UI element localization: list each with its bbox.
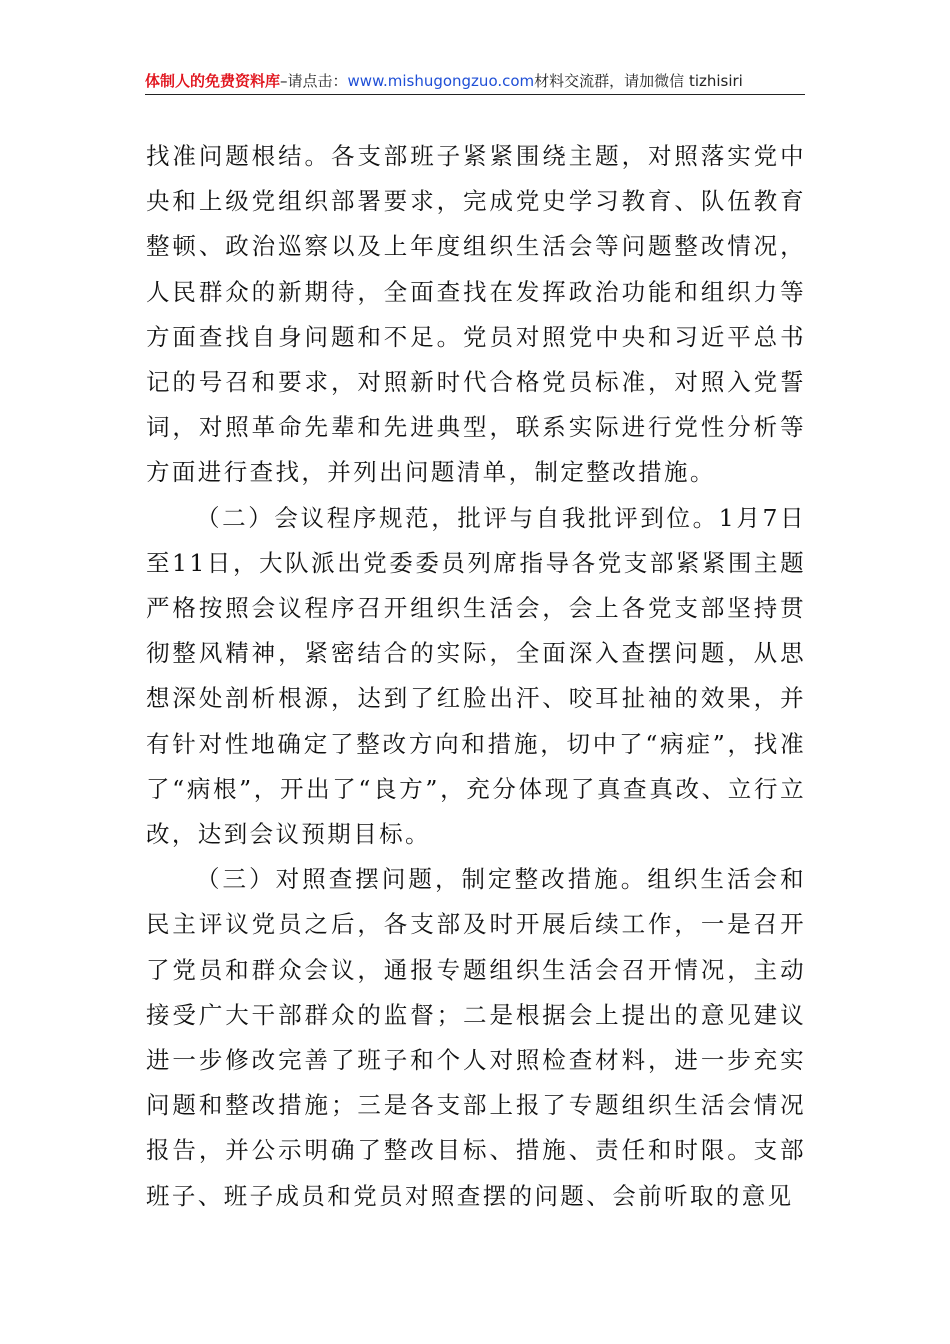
paragraph-section-3: （三）对照查摆问题，制定整改措施。组织生活会和民主评议党员之后，各支部及时开展后续工作，一是召开了党员和群众会议，通报专题组织生活会召开情况，主动接受广大干部群众的监督；二是根据会上提出的意见建议进一步修改完善了班子和个人对照检查材料，进一步充实问题和整改措施；三是各支部上报了专题组织生活会情况报告，并公示明确了整改目标、措施、责任和时限。支部班子、班子成员和党员对照查摆的问题、会前听取的意见 <box>146 865 806 1210</box>
header-prompt: –请点击： <box>280 72 348 90</box>
document-body <box>146 134 806 1219</box>
header-contact: 材料交流群，请加微信 tizhisiri <box>534 72 743 90</box>
paragraph-section-2: （二）会议程序规范，批评与自我批评到位。1月7日至11日，大队派出党委委员列席指导各党支部紧紧围主题严格按照会议程序召开组织生活会，会上各党支部坚持贯彻整风精神，紧密结合的实际，全面深入查摆问题，从思想深处剖析根源，达到了红脸出汗、咬耳扯袖的效果，并有针对性地确定了整改方向和措施，切中了“病症”，找准了“病根”，开出了“良方”，充分体现了真查真改、立行立改，达到会议预期目标。 <box>146 503 806 849</box>
header-url-link[interactable]: www.mishugongzuo.com <box>347 72 535 90</box>
page-header <box>145 70 805 95</box>
header-brand: 体制人的免费资料库 <box>145 72 281 90</box>
paragraph-continuation: 找准问题根结。各支部班子紧紧围绕主题，对照落实党中央和上级党组织部署要求，完成党史学习教育、队伍教育整顿、政治巡察以及上年度组织生活会等问题整改情况，人民群众的新期待，全面查找在发挥政治功能和组织力等方面查找自身问题和不足。党员对照党中央和习近平总书记的号召和要求，对照新时代合格党员标准，对照入党誓词，对照革命先辈和先进典型，联系实际进行党性分析等方面进行查找，并列出问题清单，制定整改措施。 <box>146 142 806 487</box>
